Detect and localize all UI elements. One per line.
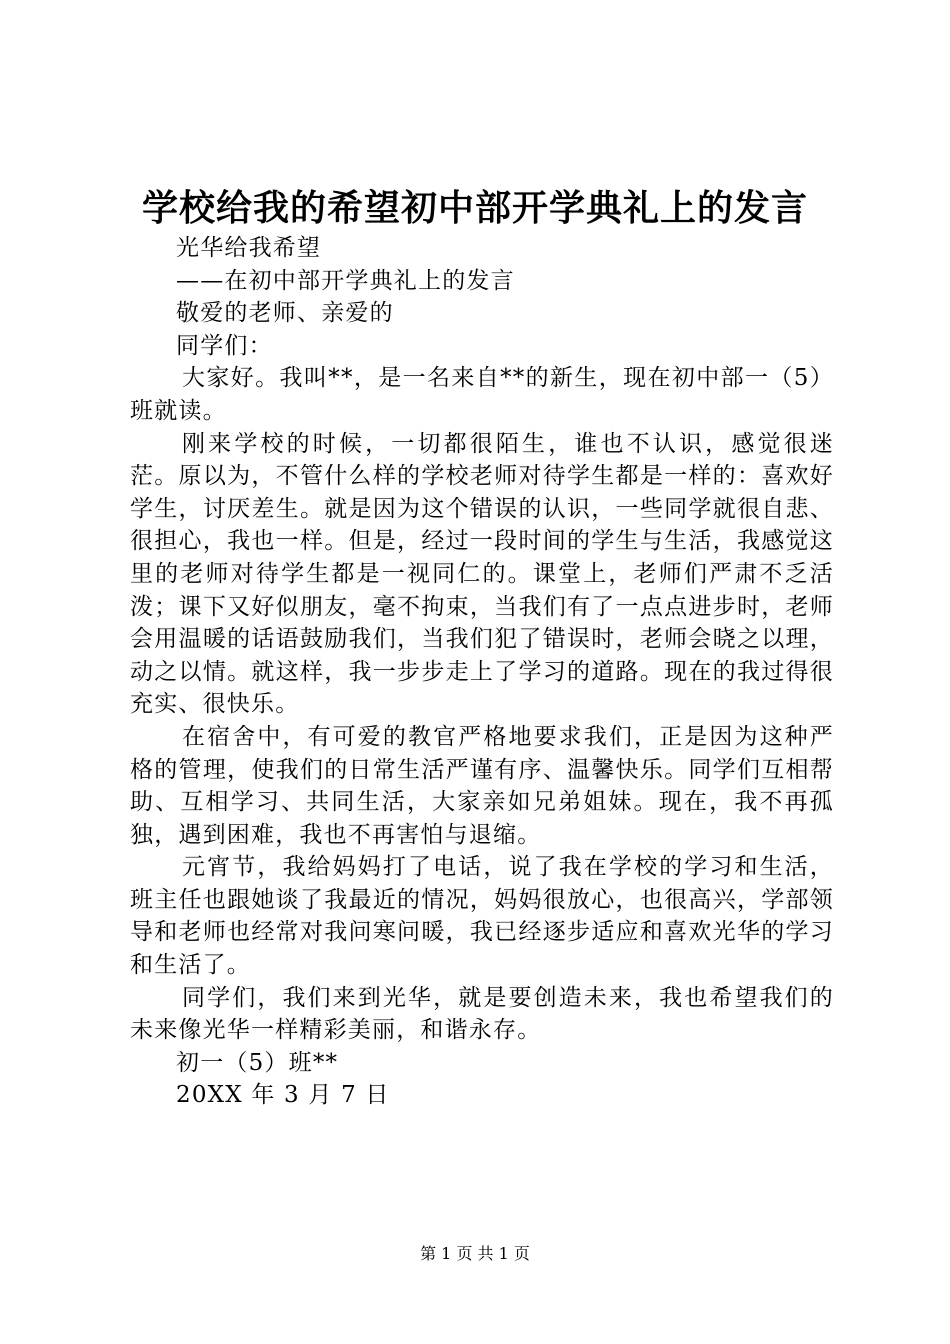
speech-subtitle: ——在初中部开学典礼上的发言 <box>176 267 515 294</box>
paragraph-teachers: 刚来学校的时候，一切都很陌生，谁也不认识，感觉很迷茫。原以为，不管什么样的学校老师对待学生都是一样的：喜欢好学生，讨厌差生。就是因为这个错误的认识，一些同学就很自悲、很担心，我也一样。但是，经过一段时间的学生与生活，我感觉这里的老师对待学生都是一视同仁的。课堂上，老师们严肃不乏活泼；课下又好似朋友，毫不拘束，当我们有了一点点进步时，老师会用温暖的话语鼓励我们，当我们犯了错误时，老师会晓之以理，动之以情。就这样，我一步步走上了学习的道路。现在的我过得很充实、很快乐。 <box>130 430 834 718</box>
document-body <box>130 232 834 1112</box>
page-footer: 第 1 页 共 1 页 <box>420 1244 530 1263</box>
document-title: 学校给我的希望初中部开学典礼上的发言 <box>141 188 808 229</box>
paragraph-lantern-festival: 元宵节，我给妈妈打了电话，说了我在学校的学习和生活，班主任也跟她谈了我最近的情况，妈妈很放心，也很高兴，学部领导和老师也经常对我问寒问暖，我已经逐步适应和喜欢光华的学习和生活了。 <box>130 854 834 979</box>
speech-title: 光华给我希望 <box>176 235 322 261</box>
salutation-line-1: 敬爱的老师、亲爱的 <box>176 300 394 327</box>
signature: 初一（5）班** <box>176 1049 339 1076</box>
paragraph-closing: 同学们，我们来到光华，就是要创造未来，我也希望我们的未来像光华一样精彩美丽，和谐永存。 <box>130 984 834 1044</box>
paragraph-greeting: 大家好。我叫**，是一名来自**的新生，现在初中部一（5）班就读。 <box>130 365 834 424</box>
date: 20XX 年 3 月 7 日 <box>176 1082 390 1109</box>
salutation-line-2: 同学们： <box>176 332 273 359</box>
paragraph-dormitory: 在宿舍中，有可爱的教官严格地要求我们，正是因为这种严格的管理，使我们的日常生活严谨有序、温馨快乐。同学们互相帮助、互相学习、共同生活，大家亲如兄弟姐妹。现在，我不再孤独，遇到困难，我也不再害怕与退缩。 <box>130 723 834 848</box>
